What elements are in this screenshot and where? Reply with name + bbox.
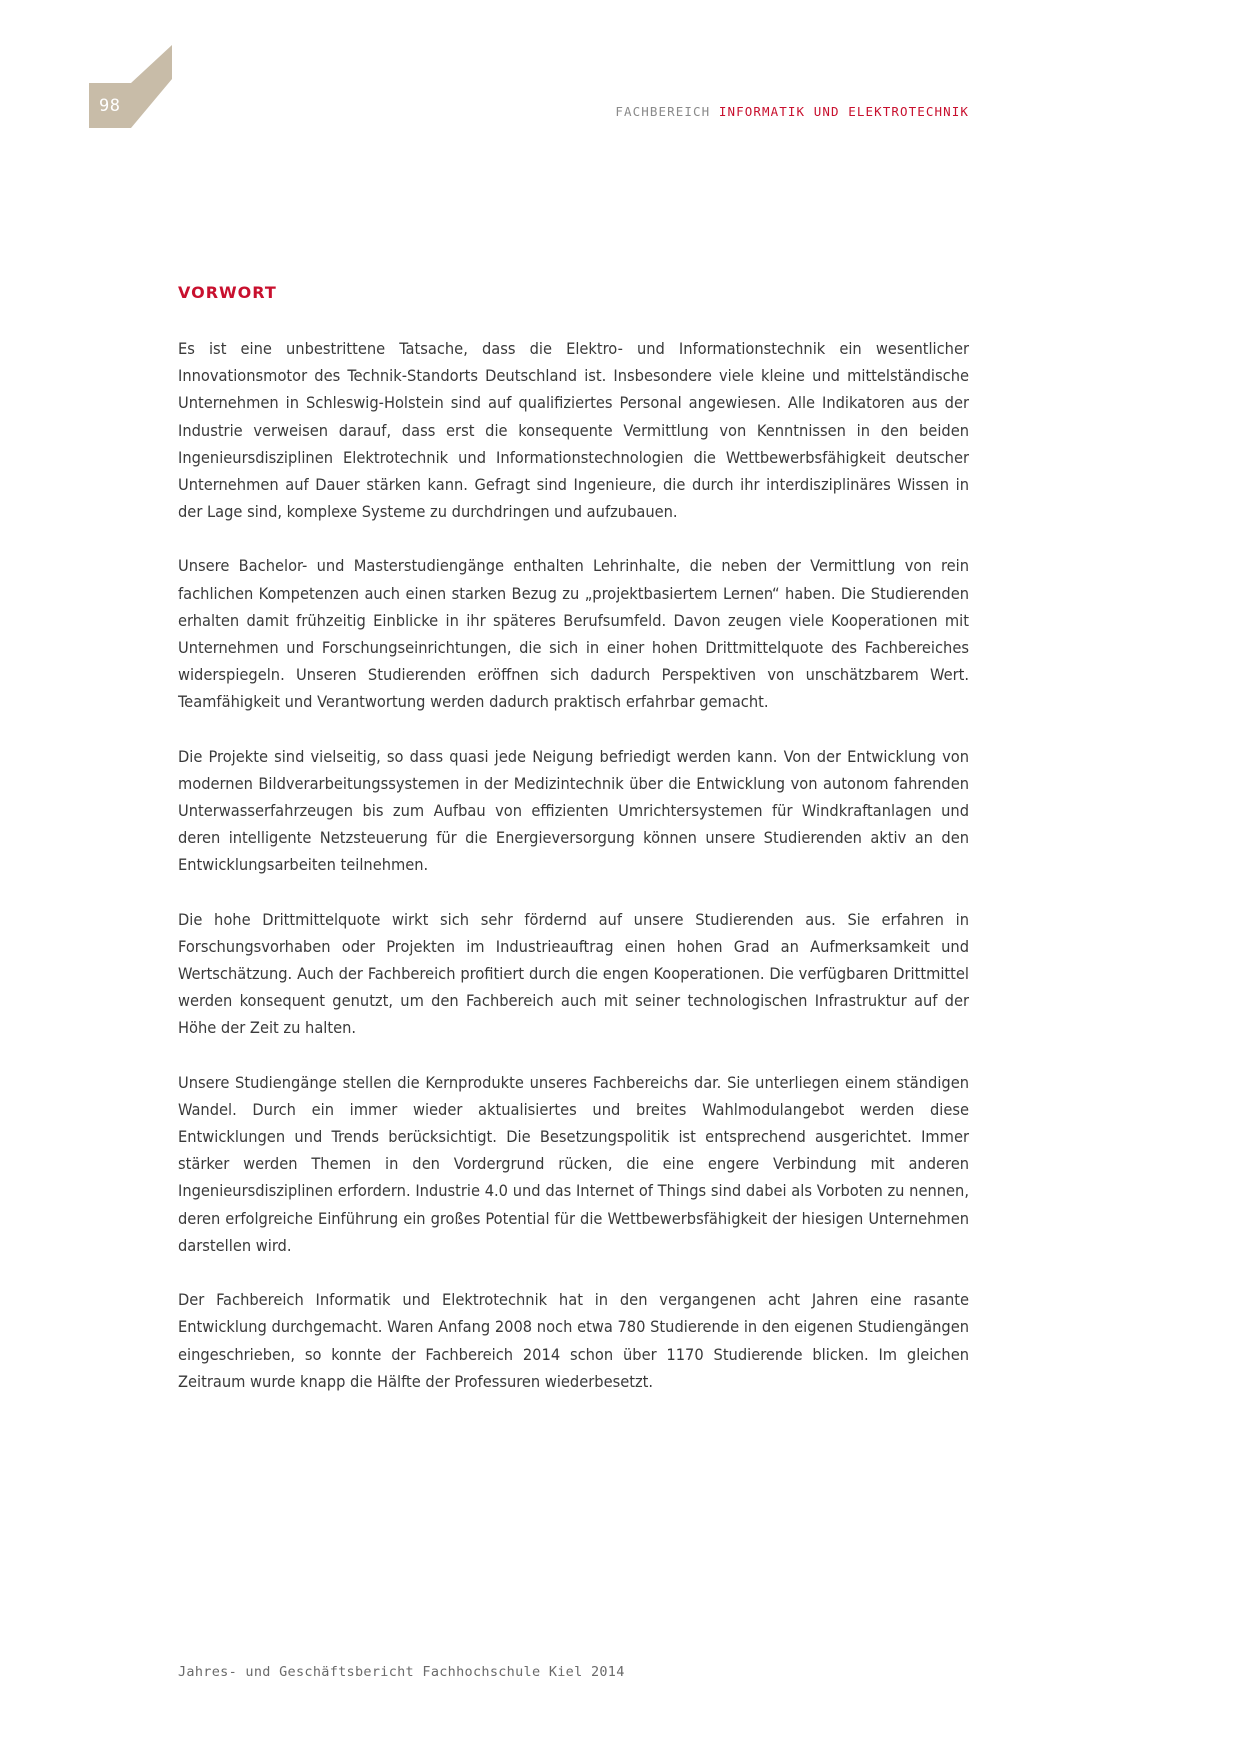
paragraph: Unsere Bachelor- und Masterstudiengänge enthalten Lehrinhalte, die neben der Vermittlung von rein fachlichen Kompetenzen auch einen starken Bezug zu „projektbasiertem Lernen“ haben. Die Studierenden erhalten damit frühzeitig Einblicke in ihr späteres Berufsumfeld. Davon zeugen viele Kooperationen mit Unternehmen und Forschungseinrichtungen, die sich in einer hohen Drittmittelquote des Fachbereiches widerspiegeln. Unseren Studierenden eröffnen sich dadurch Perspektiven von unschätzbarem Wert. Teamfähigkeit und Verantwortung werden dadurch praktisch erfahrbar gemacht. (178, 556, 969, 712)
running-header (615, 104, 969, 119)
paragraph: Der Fachbereich Informatik und Elektrotechnik hat in den vergangenen acht Jahren eine rasante Entwicklung durchgemacht. Waren Anfang 2008 noch etwa 780 Studierende in den eigenen Studiengängen eingeschrieben, so konnte der Fachbereich 2014 schon über 1170 Studierende blicken. Im gleichen Zeitraum wurde knapp die Hälfte der Professuren wiederbesetzt. (178, 1290, 969, 1391)
paragraph: Es ist eine unbestrittene Tatsache, dass die Elektro- und Informationstechnik ein wesentlicher Innovationsmotor des Technik-Standorts Deutschland ist. Insbesondere viele kleine und mittelständische Unternehmen in Schleswig-Holstein sind auf qualifiziertes Personal angewiesen. Alle Indikatoren aus der Industrie verweisen darauf, dass erst die konsequente Vermittlung von Kenntnissen in den beiden Ingenieursdisziplinen Elektrotechnik und Informationstechnologien die Wettbewerbsfähigkeit deutscher Unternehmen auf Dauer stärken kann. Gefragt sind Ingenieure, die durch ihr interdisziplinäres Wissen in der Lage sind, komplexe Systeme zu durchdringen und aufzubauen. (178, 339, 969, 522)
body-text (178, 335, 969, 1422)
paragraph: Unsere Studiengänge stellen die Kernprodukte unseres Fachbereichs dar. Sie unterliegen einem ständigen Wandel. Durch ein immer wieder aktualisiertes und breites Wahlmodulangebot werden diese Entwicklungen und Trends berücksichtigt. Die Besetzungspolitik ist entsprechend ausgerichtet. Immer stärker werden Themen in den Vordergrund rücken, die eine engere Verbindung mit anderen Ingenieursdisziplinen erfordern. Industrie 4.0 und das Internet of Things sind dabei als Vorboten zu nennen, deren erfolgreiche Einführung ein großes Potential für die Wettbewerbsfähigkeit der hiesigen Unternehmen darstellen wird. (178, 1072, 969, 1255)
page-number-badge (89, 45, 172, 128)
page-number: 98 (99, 96, 121, 116)
paragraph: Die Projekte sind vielseitig, so dass quasi jede Neigung befriedigt werden kann. Von der Entwicklung von modernen Bildverarbeitungssystemen in der Medizintechnik über die Entwicklung von autonom fahrenden Unterwasserfahrzeugen bis zum Aufbau von effizienten Umrichtersystemen für Windkraftanlagen und deren intelligente Netzsteuerung für die Energieversorgung können unsere Studierenden aktiv an den Entwicklungsarbeiten teilnehmen. (178, 746, 969, 875)
header-department: INFORMATIK UND ELEKTROTECHNIK (718, 104, 969, 119)
page-footer: Jahres- und Geschäftsbericht Fachhochschule Kiel 2014 (178, 1664, 625, 1680)
paragraph: Die hohe Drittmittelquote wirkt sich sehr fördernd auf unsere Studierenden aus. Sie erfahren in Forschungsvorhaben oder Projekten im Industrieauftrag einen hohen Grad an Aufmerksamkeit und Wertschätzung. Auch der Fachbereich profitiert durch die engen Kooperationen. Die verfügbaren Drittmittel werden konsequent genutzt, um den Fachbereich auch mit seiner technologischen Infrastruktur auf der Höhe der Zeit zu halten. (178, 909, 969, 1038)
header-prefix: FACHBEREICH (615, 104, 711, 119)
section-title: VORWORT (178, 283, 277, 302)
